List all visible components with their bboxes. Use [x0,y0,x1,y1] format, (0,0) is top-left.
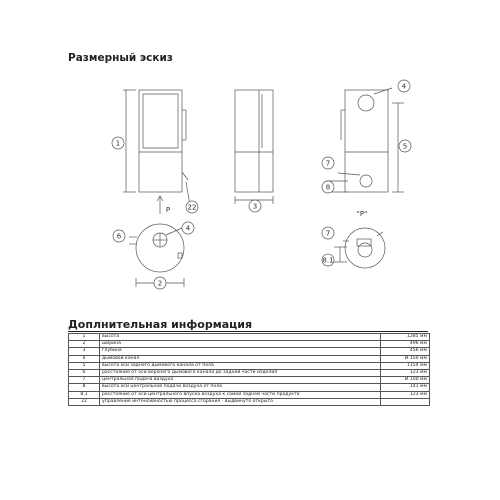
callout-4-top: 4 [185,224,191,233]
row-desc: центральная подача воздуха [100,377,381,384]
table-row [69,362,430,369]
table-row [69,334,430,341]
rear-view [326,88,404,192]
callout-8: 8 [325,183,331,192]
side-view [235,90,273,204]
callout-4: 4 [401,82,407,91]
row-value: Ø 150 мм [381,355,430,362]
callout-7-top: 7 [325,229,331,238]
row-desc: глубина [100,348,381,355]
callout-1: 1 [115,139,121,148]
callout-22: 22 [187,203,197,212]
sketch-title: Размерный эскиз [68,52,173,64]
top-view-front [122,224,184,287]
row-num: 1 [69,334,100,341]
title-rule [68,331,428,332]
row-desc: высота оси центральной подачи воздуха от пола [100,384,381,391]
table-row [69,391,430,398]
callout-3: 3 [252,202,258,211]
row-desc: высота [100,334,381,341]
row-num: 6 [69,369,100,376]
callout-6: 6 [116,232,122,241]
callout-5: 5 [402,142,408,151]
row-value: 496 мм [381,341,430,348]
top-view-rear [334,228,385,268]
row-value [381,398,430,405]
table-row [69,384,430,391]
row-num: 3 [69,348,100,355]
callout-7: 7 [325,159,331,168]
spec-table [68,333,430,406]
row-num: 7 [69,377,100,384]
row-desc: ширина [100,341,381,348]
row-value: 1285 мм [381,334,430,341]
info-title: Доплнительная информация [68,318,253,331]
front-view [123,90,190,214]
view-arrow-label: P [165,206,171,214]
row-desc: управление интенсивностью процесса сгорания - выдвинуто открыто [100,398,381,405]
row-value: 456 мм [381,348,430,355]
row-value: Ø 100 мм [381,377,430,384]
row-num: 22 [69,398,100,405]
row-value: 1154 мм [381,362,430,369]
row-desc: расстояние от оси центрального впуска воздуха к самой задней части продукта [100,391,381,398]
table-row [69,369,430,376]
table-row [69,341,430,348]
row-desc: высота оси заднего дымового канала от пола [100,362,381,369]
row-desc: дымовой канал [100,355,381,362]
callout-2: 2 [157,279,163,288]
row-value: 141 мм [381,384,430,391]
row-num: 8 [69,384,100,391]
callout-8-1: 8.1 [322,256,334,265]
view-p-label: "P" [356,210,368,218]
table-row [69,377,430,384]
row-num: 8.1 [69,391,100,398]
row-num: 5 [69,362,100,369]
table-row [69,348,430,355]
row-value: 123 мм [381,391,430,398]
table-row [69,355,430,362]
row-num: 4 [69,355,100,362]
row-num: 2 [69,341,100,348]
row-desc: расстояние от оси верхнего дымового канала до задней части изделия [100,369,381,376]
table-row [69,398,430,405]
row-value: 123 мм [381,369,430,376]
